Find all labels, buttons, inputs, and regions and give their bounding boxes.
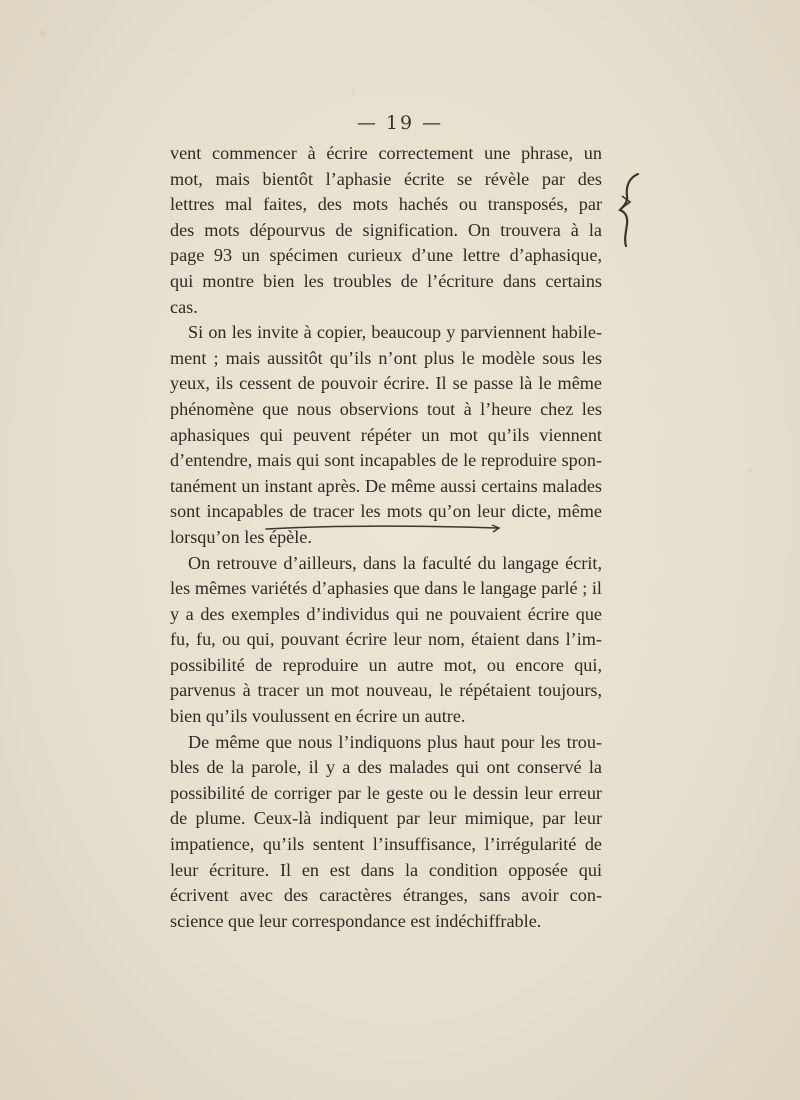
text-line: mot, mais bientôt l’aphasie écrite se révèle par des	[170, 168, 602, 189]
text-line: vent commencer à écrire correctement une phrase, un	[170, 143, 602, 163]
text-line: bien qu’ils voulussent en écrire un autre.	[170, 706, 466, 727]
text-line: Si on les invite à copier, beaucoup y parviennent habile-	[188, 322, 602, 343]
text-line: qui montre bien les troubles de l’écriture dans certains	[170, 270, 602, 291]
paper-stain	[748, 468, 752, 472]
text-line: aphasiques qui peuvent répéter un mot qu’ils viennent	[170, 424, 602, 445]
text-line: des mots dépourvus de signification. On trouvera à la	[170, 219, 602, 240]
text-line: cas.	[170, 296, 198, 317]
text-line: ment ; mais aussitôt qu’ils n’ont plus le modèle sous les	[170, 347, 602, 368]
text-line: possibilité de corriger par le geste ou le dessin leur erreur	[170, 782, 602, 803]
handwritten-underline	[262, 521, 502, 535]
text-line: On retrouve d’ailleurs, dans la faculté du langage écrit,	[188, 552, 602, 573]
text-line: phénomène que nous observions tout à l’heure chez les	[170, 398, 602, 419]
body-text	[170, 141, 602, 934]
margin-annotation-bracket	[618, 170, 648, 250]
text-line: d’entendre, mais qui sont incapables de le reproduire spon-	[170, 450, 602, 471]
text-line: bles de la parole, il y a des malades qui ont conservé la	[170, 757, 602, 778]
text-line: parvenus à tracer un mot nouveau, le répétaient toujours,	[170, 680, 602, 701]
text-line: science que leur correspondance est indéchiffrable.	[170, 910, 542, 931]
text-line: impatience, qu’ils sentent l’insuffisance, l’irrégularité de	[170, 834, 602, 855]
text-line: possibilité de reproduire un autre mot, ou encore qui,	[170, 654, 602, 675]
paper-stain	[40, 30, 46, 36]
text-line: page 93 un spécimen curieux d’une lettre d’aphasique,	[170, 245, 602, 266]
text-line: yeux, ils cessent de pouvoir écrire. Il se passe là le même	[170, 373, 602, 394]
text-line: écrivent avec des caractères étranges, sans avoir con-	[170, 885, 602, 906]
text-line: fu, fu, ou qui, pouvant écrire leur nom, étaient dans l’im-	[170, 629, 602, 650]
text-line: y a des exemples d’individus qui ne pouvaient écrire que	[170, 603, 602, 624]
text-line: De même que nous l’indiquons plus haut pour les trou-	[188, 731, 602, 752]
text-line: lorsqu’on les épèle.	[170, 526, 312, 547]
text-line: les mêmes variétés d’aphasies que dans le langage parlé ; il	[170, 578, 602, 599]
page-number: — 19 —	[356, 112, 444, 134]
text-line: tanément un instant après. De même aussi certains malades	[170, 475, 602, 496]
text-line: leur écriture. Il en est dans la condition opposée qui	[170, 859, 602, 880]
text-line: sont incapables de tracer les mots qu’on leur dicte, même	[170, 501, 602, 522]
text-line: de plume. Ceux-là indiquent par leur mimique, par leur	[170, 808, 602, 829]
text-line: lettres mal faites, des mots hachés ou transposés, par	[170, 194, 602, 215]
paper-stain	[352, 88, 355, 96]
